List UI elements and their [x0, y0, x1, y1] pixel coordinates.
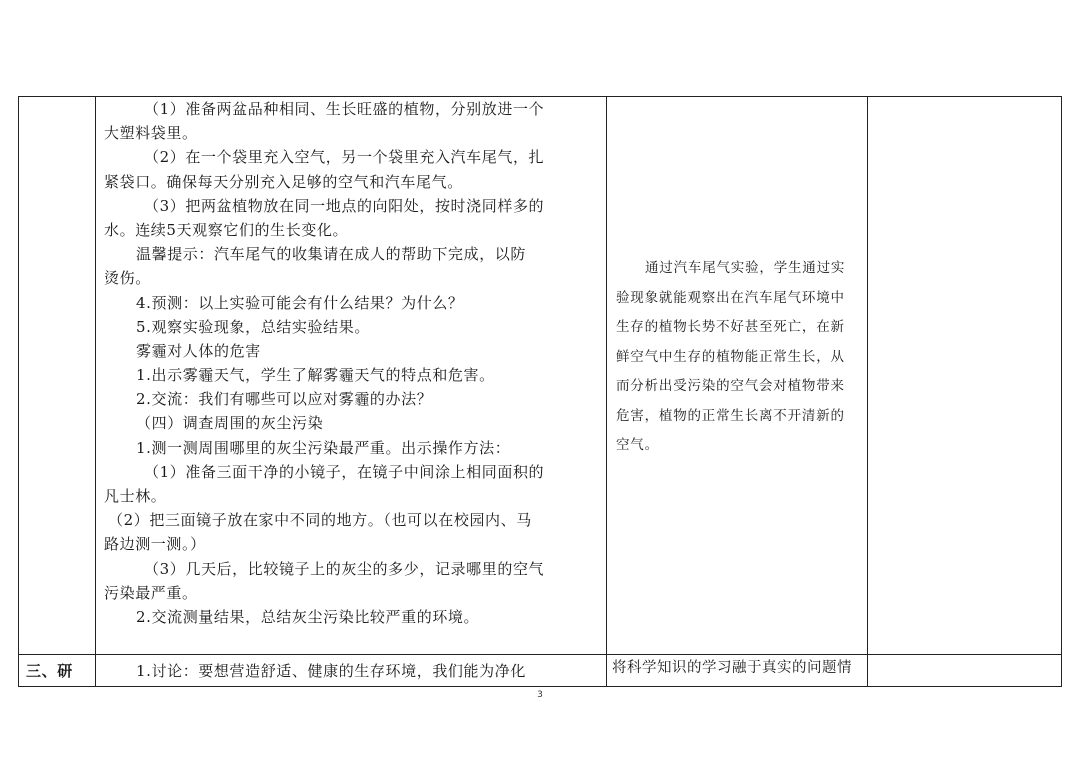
activity-line: 水。连续5天观察它们的生长变化。	[104, 220, 349, 239]
activity-line: （四）调查周围的灰尘污染	[136, 414, 324, 433]
activity-line: 2.交流：我们有哪些可以应对雾霾的办法？	[136, 390, 433, 409]
activity-line: （1）准备三面干净的小镜子，在镜子中间涂上相同面积的	[144, 462, 545, 481]
activity-line: （2）把三面镜子放在家中不同的地方。（也可以在校园内、马	[108, 511, 532, 530]
table-col-divider-2	[606, 96, 607, 687]
table-right-border	[1061, 96, 1062, 687]
table-col-divider-3	[867, 96, 868, 687]
activity-line: 污染最严重。	[104, 583, 198, 602]
table-left-border	[18, 96, 19, 687]
intent-line: 而分析出受污染的空气会对植物带来	[616, 378, 845, 394]
intent-line: 通过汽车尾气实验，学生通过实	[645, 260, 846, 276]
activity-line: 2.交流测量结果，总结灰尘污染比较严重的环境。	[136, 607, 480, 626]
activity-line: 大塑料袋里。	[104, 124, 198, 143]
intent-line: 鲜空气中生存的植物能正常生长，从	[616, 348, 845, 365]
activity-line: 5.观察实验现象，总结实验结果。	[136, 317, 370, 336]
activity-line: （1）准备两盆品种相同、生长旺盛的植物，分别放进一个	[144, 100, 545, 118]
activity-line: 4.预测：以上实验可能会有什么结果？为什么？	[136, 293, 464, 312]
table-bottom-border	[18, 686, 1062, 687]
activity-line: 温馨提示：汽车尾气的收集请在成人的帮助下完成，以防	[136, 245, 527, 264]
page-number: 3	[537, 690, 543, 700]
table-row-divider	[18, 654, 1062, 655]
activity-line: （3）把两盆植物放在同一地点的向阳处，按时浇同样多的	[144, 196, 545, 215]
intent-line: 生存的植物长势不好甚至死亡，在新	[616, 319, 845, 335]
activity-line: 路边测一测。）	[104, 535, 206, 554]
activity-content-cell	[104, 97, 604, 629]
activity-line: 凡士林。	[104, 487, 167, 505]
intent-line: 危害，植物的正常生长离不开清新的	[616, 407, 845, 424]
design-intent-cell	[616, 254, 866, 461]
section-label: 三、研	[26, 662, 73, 680]
intent-line: 验现象就能观察出在汽车尾气环境中	[616, 289, 845, 306]
activity-line: 1.测一测周围哪里的灰尘污染最严重。出示操作方法：	[136, 438, 511, 457]
activity-line: 1.出示雾霾天气，学生了解雾霾天气的特点和危害。	[136, 366, 495, 385]
design-intent-text: 将科学知识的学习融于真实的问题情	[612, 660, 852, 676]
intent-line: 空气。	[616, 437, 659, 453]
table-col-divider-1	[95, 96, 96, 687]
activity-line: （3）几天后，比较镜子上的灰尘的多少，记录哪里的空气	[144, 559, 545, 578]
activity-line: 雾霾对人体的危害	[136, 341, 261, 360]
activity-line: （2）在一个袋里充入空气，另一个袋里充入汽车尾气，扎	[144, 148, 545, 167]
activity-line: 紧袋口。确保每天分别充入足够的空气和汽车尾气。	[104, 172, 463, 191]
discussion-text: 1.讨论：要想营造舒适、健康的生存环境，我们能为净化	[136, 662, 526, 680]
activity-line: 烫伤。	[104, 269, 151, 288]
